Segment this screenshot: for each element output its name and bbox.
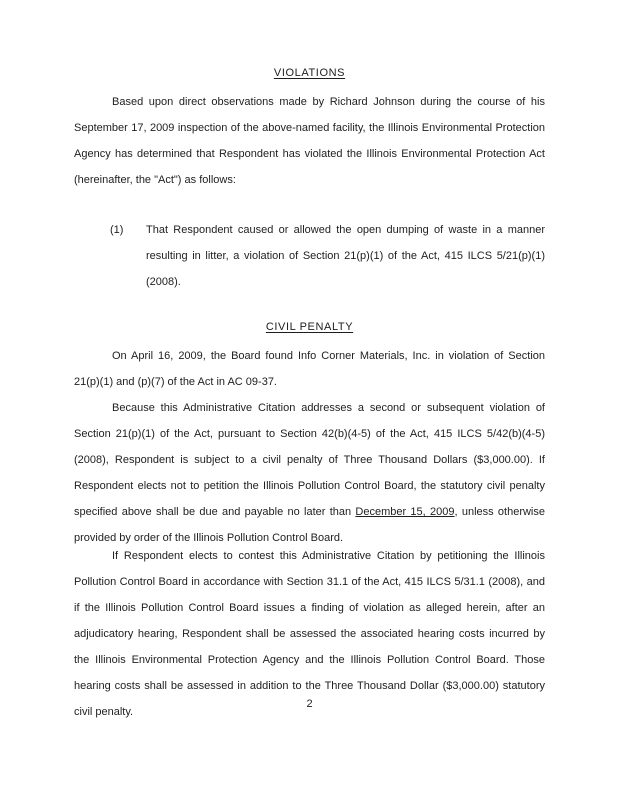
- civil-penalty-heading-text: CIVIL PENALTY: [265, 321, 354, 333]
- violations-heading: [0, 67, 619, 79]
- civil-penalty-paragraph-3-text: If Respondent elects to contest this Administrative Citation by petitioning the Illinois Pollution Control Board in accordance with Section 31.1 of the Act, 415 ILCS 5/31.1 (2008), and if the Illinois Pollution Control Board issues a finding of violation as alleged herein, after an adjudicatory hearing, Respondent shall be assessed the associated hearing costs incurred by the Illinois Environmental Protection Agency and the Illinois Pollution Control Board. Those hearing costs shall be assessed in addition to the Three Thousand Dollar ($3,000.00) statutory civil penalty.: [74, 550, 545, 718]
- due-date: December 15, 2009: [355, 506, 455, 518]
- page-number: 2: [306, 698, 313, 710]
- violations-heading-text: VIOLATIONS: [273, 67, 346, 79]
- civil-penalty-paragraph-2-text: Because this Administrative Citation addresses a second or subsequent violation of Section 21(p)(1) of the Act, pursuant to Section 42(b)(4-5) of the Act, 415 ILCS 5/42(b)(4-5) (2008), Respondent is subject to a civil penalty of Three Thousand Dollars ($3,000.00). If Respondent elects not to petition the Illinois Pollution Control Board, the statutory civil penalty specified above shall be due and payable no later than: [74, 402, 545, 518]
- violations-intro-paragraph: [74, 89, 545, 193]
- civil-penalty-paragraph-2: [74, 395, 545, 551]
- violation-item-number: (1): [110, 224, 124, 236]
- violations-intro-text: Based upon direct observations made by Richard Johnson during the course of his September 17, 2009 inspection of the above-named facility, the Illinois Environmental Protection Agency has determined that Respondent has violated the Illinois Environmental Protection Act (hereinafter, the "Act") as follows:: [74, 96, 545, 186]
- civil-penalty-heading: [0, 321, 619, 333]
- violation-item-text: That Respondent caused or allowed the open dumping of waste in a manner resulting in litter, a violation of Section 21(p)(1) of the Act, 415 ILCS 5/21(p)(1) (2008).: [146, 224, 545, 288]
- civil-penalty-paragraph-1: [74, 343, 545, 395]
- civil-penalty-paragraph-2-end: , unless otherwise provided by order of the Illinois Pollution Control Board.: [74, 506, 545, 544]
- civil-penalty-paragraph-1-text: On April 16, 2009, the Board found Info Corner Materials, Inc. in violation of Section 21(p)(1) and (p)(7) of the Act in AC 09-37.: [74, 350, 545, 388]
